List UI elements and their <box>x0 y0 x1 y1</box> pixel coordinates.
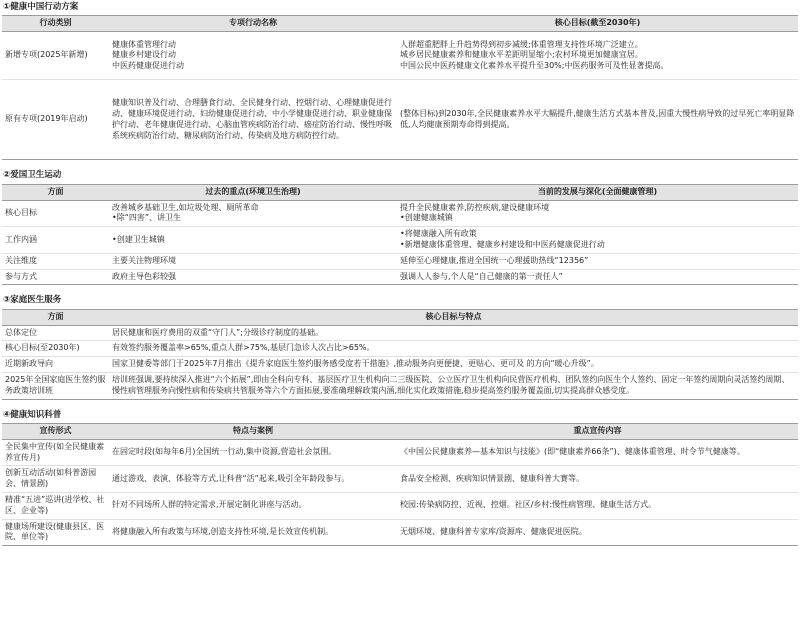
aspect-cell: 2025年全国家庭医生签约服务政策培训班 <box>2 372 109 399</box>
col-header: 方面 <box>2 309 109 325</box>
now-cell <box>397 200 798 227</box>
detail-cell: 居民健康和医疗费用的双重“守门人”;分级诊疗制度的基础。 <box>109 325 798 341</box>
past-text: •除“四害”、讲卫生 <box>112 213 182 223</box>
table-row <box>2 341 798 357</box>
feature-cell: 在固定时段(如每年6月)全国统一行动,集中资源,营造社会氛围。 <box>109 439 397 466</box>
aspect-cell: 总体定位 <box>2 325 109 341</box>
form-cell: 精准“五进”巡讲(进学校、社区、企业等) <box>2 493 109 520</box>
col-header: 重点宣传内容 <box>397 424 798 440</box>
table-row <box>2 253 798 269</box>
action-name: 健康体重管理行动 <box>112 39 176 49</box>
past-text: 改善城乡基础卫生,如垃圾处理、厕所革命 <box>112 202 259 212</box>
section-health-china-action <box>0 0 800 160</box>
col-header: 专项行动名称 <box>109 16 397 32</box>
table-row <box>2 439 798 466</box>
detail-cell: 有效签约服务覆盖率>65%,重点人群>75%,基层门急诊人次占比>65%。 <box>109 341 798 357</box>
table-header-row <box>2 309 798 325</box>
detail-cell: 国家卫健委等部门于2025年7月推出《提升家庭医生签约服务感受度若干措施》,推动服务向更便捷、更贴心、更可及 的方向“暖心升级”。 <box>109 357 798 373</box>
table-row <box>2 519 798 546</box>
table-row <box>2 80 798 160</box>
section-title: ②爱国卫生运动 <box>3 170 62 181</box>
aspect-cell: 近期新政导向 <box>2 357 109 373</box>
table-row <box>2 200 798 227</box>
past-cell <box>109 227 397 254</box>
detail-cell: 培训班强调,要持续深入推进“六个拓展”,即由全科向专科、基层医疗卫生机构向二三级医院、公立医疗卫生机构向民营医疗机构、团队签约向医生个人签约、固定一年签约周期向灵活签约周期、慢性病管理服务向慢性病和传染病共管服务等六个方面拓展,要准确理解政策内涵,细化实化政策措施,稳步提高签约服务覆盖面,切实提高群众感受度。 <box>109 372 798 399</box>
table-row <box>2 357 798 373</box>
feature-cell: 通过游戏、表演、体验等方式,让科普“活”起来,吸引全年龄段参与。 <box>109 466 397 493</box>
action-name: 健康乡村建设行动 <box>112 50 176 60</box>
goals-cell <box>397 32 798 80</box>
content-cell: 无烟环境、健康科普专家库/资源库、健康促进医院。 <box>397 519 798 546</box>
table-row <box>2 325 798 341</box>
col-header: 核心目标(截至2030年) <box>397 16 798 32</box>
aspect-cell: 核心目标 <box>2 200 109 227</box>
table-header-row <box>2 424 798 440</box>
section-health-knowledge <box>0 408 800 547</box>
section-title: ④健康知识科普 <box>3 409 62 420</box>
action-names-cell <box>109 32 397 80</box>
aspect-cell: 参与方式 <box>2 269 109 285</box>
feature-cell: 将健康融入所有政策与环境,创造支持性环境,是长效宣传机制。 <box>109 519 397 546</box>
table-row <box>2 493 798 520</box>
content-cell: 《中国公民健康素养—基本知识与技能》(即“健康素养66条”)、健康体重管理、时令节气健康等。 <box>397 439 798 466</box>
now-cell <box>397 227 798 254</box>
col-header: 当前的发展与深化(全面健康管理) <box>397 184 798 200</box>
table-row <box>2 372 798 399</box>
now-text: 提升全民健康素养,防控疾病,建设健康环境 <box>400 202 550 212</box>
action-name: 中医药健康促进行动 <box>112 61 184 71</box>
goals-cell: (整体目标)到2030年,全民健康素养水平大幅提升,健康生活方式基本普及,因重大慢性病导致的过早死亡率明显降低,人均健康预期寿命得到提高。 <box>397 80 798 160</box>
form-cell: 创新互动活动(如科普游园会、情景剧) <box>2 466 109 493</box>
col-header: 过去的重点(环境卫生治理) <box>109 184 397 200</box>
section-title: ①健康中国行动方案 <box>3 2 79 12</box>
past-cell <box>109 200 397 227</box>
content-cell: 食品安全检测、疾病知识情景剧、健康科普大赛等。 <box>397 466 798 493</box>
aspect-cell: 核心目标(至2030年) <box>2 341 109 357</box>
now-text: •将健康融入所有政策 <box>400 229 477 239</box>
col-header: 方面 <box>2 184 109 200</box>
col-header: 行动类别 <box>2 16 109 32</box>
table-row <box>2 466 798 493</box>
form-cell: 健康场所建设(健康县区、医院、单位等) <box>2 519 109 546</box>
patriotic-health-table <box>2 184 798 286</box>
family-doctor-table <box>2 309 798 400</box>
section-title: ③家庭医生服务 <box>3 295 62 306</box>
table-row <box>2 269 798 285</box>
section-patriotic-health <box>0 168 800 285</box>
health-china-action-table <box>2 15 798 160</box>
table-row <box>2 32 798 80</box>
past-cell: 主要关注物理环境 <box>109 253 397 269</box>
now-cell: 延伸至心理健康,推进全国统一心理援助热线“12356” <box>397 253 798 269</box>
table-header-row <box>2 184 798 200</box>
past-cell: 政府主导色彩较强 <box>109 269 397 285</box>
content-cell: 校园:传染病防控、近视、控烟。社区/乡村:慢性病管理、健康生活方式。 <box>397 493 798 520</box>
aspect-cell: 工作内涵 <box>2 227 109 254</box>
aspect-cell: 关注维度 <box>2 253 109 269</box>
goal-text: 中国公民中医药健康文化素养水平提升至30%;中医药服务可及性显著提高。 <box>400 61 669 71</box>
action-names-cell: 健康知识普及行动、合理膳食行动、全民健身行动、控烟行动、心理健康促进行动、健康环境促进行动、妇幼健康促进行动、中小学健康促进行动、职业健康保护行动、老年健康促进行动、心脑血管疾病防治行动、癌症防治行动、慢性呼吸系统疾病防治行动、糖尿病防治行动、传染病及地方病防控行动。 <box>109 80 397 160</box>
past-text: •创建卫生城镇 <box>112 234 165 244</box>
now-text: •新增健康体重管理、健康乡村建设和中医药健康促进行动 <box>400 239 605 249</box>
table-header-row <box>2 16 798 32</box>
feature-cell: 针对不同场所人群的特定需求,开展定制化讲座与活动。 <box>109 493 397 520</box>
col-header: 宣传形式 <box>2 424 109 440</box>
table-row <box>2 227 798 254</box>
now-cell: 强调人人参与,个人是“自己健康的第一责任人” <box>397 269 798 285</box>
health-knowledge-table <box>2 423 798 546</box>
now-text: •创建健康城镇 <box>400 213 453 223</box>
category-cell: 原有专项(2019年启动) <box>2 80 109 160</box>
form-cell: 全民集中宣传(如全民健康素养宣传月) <box>2 439 109 466</box>
col-header: 特点与案例 <box>109 424 397 440</box>
goal-text: 城乡居民健康素养和健康水平差距明显缩小;农村环境更加健康宜居。 <box>400 50 643 60</box>
col-header: 核心目标与特点 <box>109 309 798 325</box>
section-family-doctor <box>0 293 800 399</box>
goal-text: 人群超重肥胖上升趋势得到初步减缓;体重管理支持性环境广泛建立。 <box>400 39 643 49</box>
category-cell: 新增专项(2025年新增) <box>2 32 109 80</box>
